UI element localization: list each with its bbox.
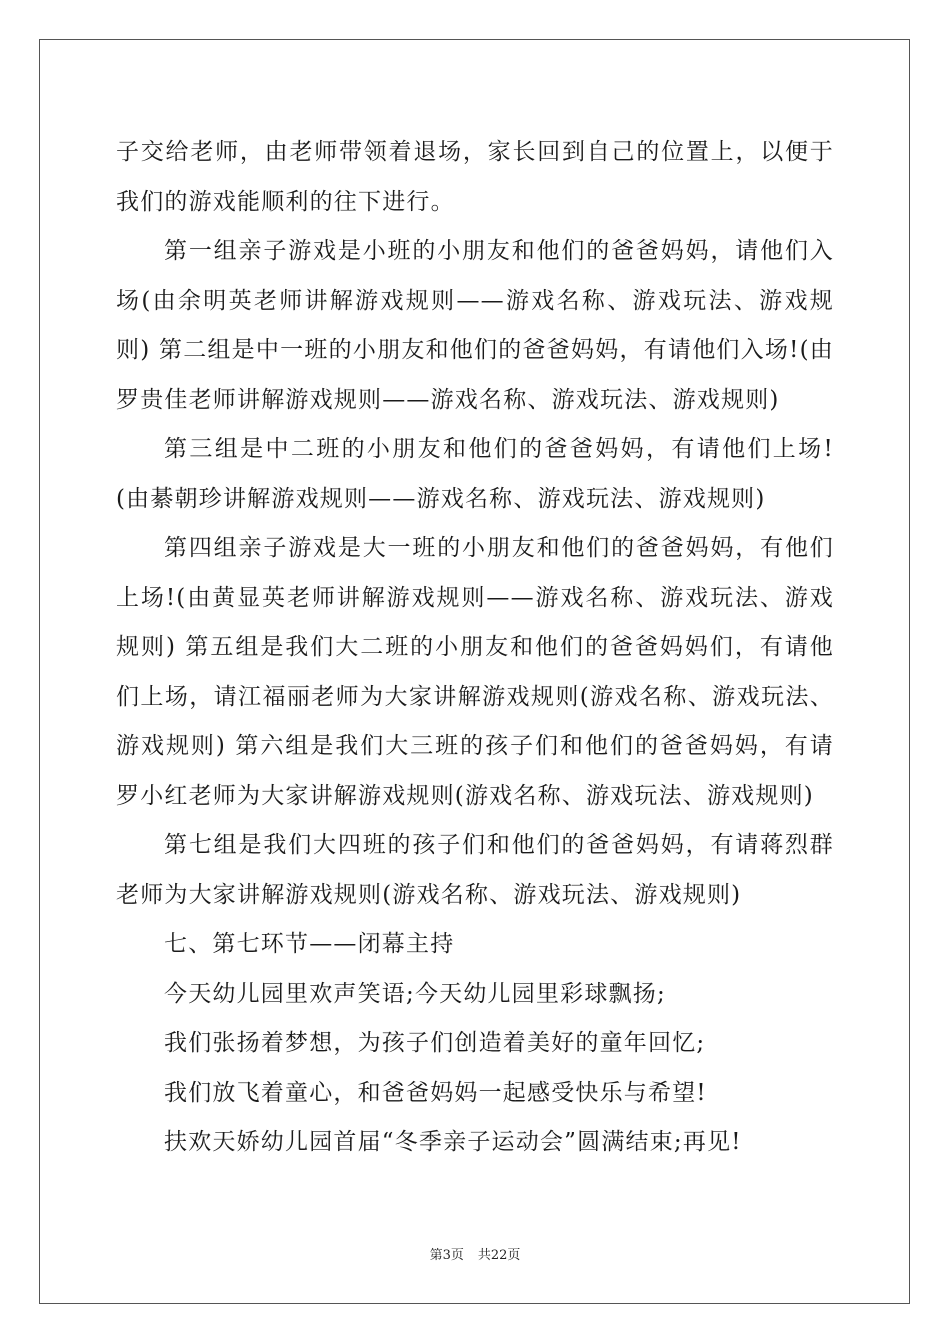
page-footer — [0, 1247, 950, 1265]
page-number: 第3页 — [429, 1248, 464, 1263]
paragraph: 今天幼儿园里欢声笑语;今天幼儿园里彩球飘扬; — [164, 980, 666, 1007]
paragraph: 子交给老师，由老师带领着退场，家长回到自己的位置上，以便于我们的游戏能顺利的往下进行。 — [116, 139, 834, 215]
paragraph: 我们放飞着童心，和爸爸妈妈一起感受快乐与希望! — [164, 1079, 707, 1106]
section-heading: 七、第七环节——闭幕主持 — [164, 931, 455, 957]
page-total: 共22页 — [477, 1248, 521, 1263]
paragraph: 第三组是中二班的小朋友和他们的爸爸妈妈，有请他们上场!(由綦朝珍讲解游戏规则——游戏名称、游戏玩法、游戏规则) — [116, 436, 834, 512]
paragraph: 第七组是我们大四班的孩子们和他们的爸爸妈妈，有请蒋烈群老师为大家讲解游戏规则(游戏名称、游戏玩法、游戏规则) — [116, 832, 834, 908]
paragraph: 第一组亲子游戏是小班的小朋友和他们的爸爸妈妈，请他们入场(由余明英老师讲解游戏规则——游戏名称、游戏玩法、游戏规则) 第二组是中一班的小朋友和他们的爸爸妈妈，有请他们入场!(由罗贵佳老师讲解游戏规则——游戏名称、游戏玩法、游戏规则) — [116, 238, 834, 413]
document-body — [116, 128, 834, 1168]
paragraph: 第四组亲子游戏是大一班的小朋友和他们的爸爸妈妈，有他们上场!(由黄显英老师讲解游戏规则——游戏名称、游戏玩法、游戏规则) 第五组是我们大二班的小朋友和他们的爸爸妈妈们，有请他们上场，请江福丽老师为大家讲解游戏规则(游戏名称、游戏玩法、游戏规则) 第六组是我们大三班的孩子们和他们的爸爸妈妈，有请罗小红老师为大家讲解游戏规则(游戏名称、游戏玩法、游戏规则) — [116, 535, 834, 809]
paragraph: 我们张扬着梦想，为孩子们创造着美好的童年回忆; — [164, 1030, 706, 1056]
paragraph: 扶欢天娇幼儿园首届“冬季亲子运动会”圆满结束;再见! — [164, 1129, 742, 1155]
